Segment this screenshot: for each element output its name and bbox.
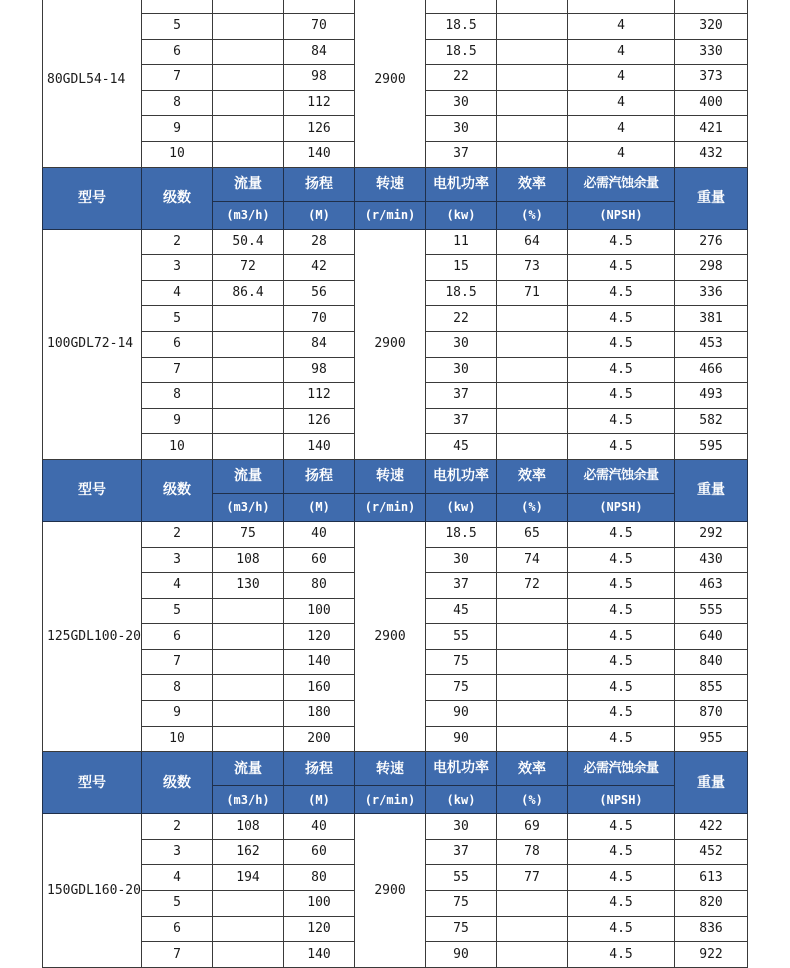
header-power: 电机功率 xyxy=(426,459,497,493)
weight-cell: 400 xyxy=(675,90,748,116)
stages-cell: 3 xyxy=(142,255,213,281)
stages-cell: 9 xyxy=(142,116,213,142)
power-cell: 75 xyxy=(426,675,497,701)
efficiency-cell: 72 xyxy=(497,573,568,599)
weight-cell: 582 xyxy=(675,408,748,434)
flow-cell xyxy=(213,116,284,142)
head-cell: 98 xyxy=(284,357,355,383)
header-flow-unit: (m3/h) xyxy=(213,786,284,814)
stages-cell: 7 xyxy=(142,357,213,383)
npsh-cell: 4.5 xyxy=(568,383,675,409)
stages-cell: 6 xyxy=(142,916,213,942)
flow-cell xyxy=(213,434,284,460)
head-cell: 80 xyxy=(284,573,355,599)
npsh-cell: 4.5 xyxy=(568,839,675,865)
power-cell: 30 xyxy=(426,357,497,383)
header-head-unit: (M) xyxy=(284,786,355,814)
weight-cell: 381 xyxy=(675,306,748,332)
flow-cell xyxy=(213,141,284,167)
efficiency-cell: 65 xyxy=(497,521,568,547)
head-cell: 56 xyxy=(284,280,355,306)
head-cell: 140 xyxy=(284,434,355,460)
flow-cell: 86.4 xyxy=(213,280,284,306)
npsh-cell: 4 xyxy=(568,116,675,142)
power-cell: 55 xyxy=(426,624,497,650)
efficiency-cell: 77 xyxy=(497,865,568,891)
weight-cell: 432 xyxy=(675,141,748,167)
stages-cell: 4 xyxy=(142,280,213,306)
efficiency-cell xyxy=(497,942,568,968)
header-efficiency-unit: (%) xyxy=(497,786,568,814)
weight-cell: 422 xyxy=(675,814,748,840)
efficiency-cell xyxy=(497,116,568,142)
head-cell: 120 xyxy=(284,624,355,650)
head-cell: 126 xyxy=(284,408,355,434)
header-npsh-unit: (NPSH) xyxy=(568,493,675,521)
head-cell: 70 xyxy=(284,306,355,332)
header-head-unit: (M) xyxy=(284,201,355,229)
efficiency-cell xyxy=(497,90,568,116)
power-cell: 30 xyxy=(426,90,497,116)
flow-cell xyxy=(213,942,284,968)
header-speed: 转速 xyxy=(355,752,426,786)
head-cell: 120 xyxy=(284,916,355,942)
npsh-cell: 4 xyxy=(568,14,675,40)
header-row-labels xyxy=(43,459,748,493)
weight-cell: 292 xyxy=(675,521,748,547)
header-npsh: 必需汽蚀余量 xyxy=(568,459,675,493)
flow-cell: 72 xyxy=(213,255,284,281)
weight-cell: 298 xyxy=(675,255,748,281)
header-stages: 级数 xyxy=(142,459,213,521)
header-head: 扬程 xyxy=(284,459,355,493)
weight-cell: 336 xyxy=(675,280,748,306)
head-cell: 70 xyxy=(284,14,355,40)
header-npsh-unit: (NPSH) xyxy=(568,201,675,229)
head-cell: 160 xyxy=(284,675,355,701)
head-cell: 180 xyxy=(284,701,355,727)
flow-cell xyxy=(213,726,284,752)
power-cell: 90 xyxy=(426,942,497,968)
header-npsh-unit: (NPSH) xyxy=(568,786,675,814)
header-power: 电机功率 xyxy=(426,167,497,201)
power-cell: 45 xyxy=(426,434,497,460)
stages-cell: 9 xyxy=(142,408,213,434)
power-cell: 37 xyxy=(426,383,497,409)
power-cell: 22 xyxy=(426,65,497,91)
flow-cell xyxy=(213,65,284,91)
power-cell xyxy=(426,0,497,14)
flow-cell: 108 xyxy=(213,547,284,573)
efficiency-cell xyxy=(497,65,568,91)
header-flow-unit: (m3/h) xyxy=(213,201,284,229)
model-cell: 100GDL72-14 xyxy=(43,229,142,459)
head-cell: 80 xyxy=(284,865,355,891)
npsh-cell: 4 xyxy=(568,141,675,167)
npsh-cell: 4.5 xyxy=(568,229,675,255)
stages-cell: 8 xyxy=(142,383,213,409)
header-stages: 级数 xyxy=(142,752,213,814)
npsh-cell: 4.5 xyxy=(568,306,675,332)
speed-cell: 2900 xyxy=(355,0,426,167)
npsh-cell: 4.5 xyxy=(568,649,675,675)
power-cell: 37 xyxy=(426,573,497,599)
weight-cell: 421 xyxy=(675,116,748,142)
header-npsh: 必需汽蚀余量 xyxy=(568,752,675,786)
head-cell: 140 xyxy=(284,649,355,675)
npsh-cell: 4.5 xyxy=(568,547,675,573)
stages-cell: 2 xyxy=(142,229,213,255)
efficiency-cell: 71 xyxy=(497,280,568,306)
stages-cell: 5 xyxy=(142,891,213,917)
head-cell: 140 xyxy=(284,141,355,167)
stages-cell: 7 xyxy=(142,942,213,968)
head-cell: 40 xyxy=(284,521,355,547)
header-npsh: 必需汽蚀余量 xyxy=(568,167,675,201)
header-head: 扬程 xyxy=(284,167,355,201)
weight-cell: 320 xyxy=(675,14,748,40)
weight-cell: 463 xyxy=(675,573,748,599)
power-cell: 30 xyxy=(426,547,497,573)
efficiency-cell xyxy=(497,141,568,167)
head-cell: 42 xyxy=(284,255,355,281)
flow-cell xyxy=(213,701,284,727)
power-cell: 75 xyxy=(426,891,497,917)
weight-cell: 276 xyxy=(675,229,748,255)
npsh-cell: 4.5 xyxy=(568,891,675,917)
speed-cell: 2900 xyxy=(355,521,426,751)
stages-cell: 7 xyxy=(142,65,213,91)
flow-cell xyxy=(213,598,284,624)
header-power: 电机功率 xyxy=(426,752,497,786)
flow-cell xyxy=(213,0,284,14)
efficiency-cell xyxy=(497,726,568,752)
flow-cell xyxy=(213,39,284,65)
stages-cell: 4 xyxy=(142,865,213,891)
npsh-cell: 4.5 xyxy=(568,865,675,891)
header-speed-unit: (r/min) xyxy=(355,201,426,229)
power-cell: 30 xyxy=(426,814,497,840)
head-cell: 40 xyxy=(284,814,355,840)
power-cell: 22 xyxy=(426,306,497,332)
flow-cell xyxy=(213,383,284,409)
power-cell: 11 xyxy=(426,229,497,255)
npsh-cell: 4.5 xyxy=(568,357,675,383)
efficiency-cell xyxy=(497,916,568,942)
speed-cell: 2900 xyxy=(355,814,426,968)
efficiency-cell xyxy=(497,408,568,434)
header-speed: 转速 xyxy=(355,167,426,201)
power-cell: 18.5 xyxy=(426,39,497,65)
head-cell: 84 xyxy=(284,39,355,65)
header-speed: 转速 xyxy=(355,459,426,493)
table-row xyxy=(43,0,748,14)
power-cell: 75 xyxy=(426,916,497,942)
weight-cell: 452 xyxy=(675,839,748,865)
header-power-unit: (kw) xyxy=(426,201,497,229)
flow-cell: 162 xyxy=(213,839,284,865)
weight-cell: 840 xyxy=(675,649,748,675)
table-row xyxy=(43,521,748,547)
efficiency-cell xyxy=(497,357,568,383)
head-cell xyxy=(284,0,355,14)
speed-cell: 2900 xyxy=(355,229,426,459)
flow-cell: 108 xyxy=(213,814,284,840)
npsh-cell: 4.5 xyxy=(568,280,675,306)
header-model: 型号 xyxy=(43,167,142,229)
flow-cell: 50.4 xyxy=(213,229,284,255)
power-cell: 90 xyxy=(426,701,497,727)
efficiency-cell: 69 xyxy=(497,814,568,840)
header-head: 扬程 xyxy=(284,752,355,786)
header-power-unit: (kw) xyxy=(426,786,497,814)
header-efficiency: 效率 xyxy=(497,752,568,786)
stages-cell: 6 xyxy=(142,39,213,65)
header-flow-unit: (m3/h) xyxy=(213,493,284,521)
npsh-cell: 4.5 xyxy=(568,726,675,752)
header-flow: 流量 xyxy=(213,752,284,786)
npsh-cell: 4.5 xyxy=(568,916,675,942)
flow-cell xyxy=(213,357,284,383)
stages-cell: 8 xyxy=(142,90,213,116)
header-flow: 流量 xyxy=(213,459,284,493)
weight-cell: 836 xyxy=(675,916,748,942)
efficiency-cell xyxy=(497,14,568,40)
head-cell: 112 xyxy=(284,90,355,116)
power-cell: 37 xyxy=(426,408,497,434)
npsh-cell: 4.5 xyxy=(568,598,675,624)
power-cell: 15 xyxy=(426,255,497,281)
efficiency-cell xyxy=(497,598,568,624)
stages-cell: 5 xyxy=(142,598,213,624)
weight-cell: 870 xyxy=(675,701,748,727)
stages-cell: 4 xyxy=(142,573,213,599)
weight-cell: 820 xyxy=(675,891,748,917)
head-cell: 60 xyxy=(284,839,355,865)
header-row-labels xyxy=(43,167,748,201)
weight-cell: 493 xyxy=(675,383,748,409)
header-efficiency-unit: (%) xyxy=(497,201,568,229)
power-cell: 90 xyxy=(426,726,497,752)
npsh-cell: 4.5 xyxy=(568,408,675,434)
weight-cell: 595 xyxy=(675,434,748,460)
flow-cell xyxy=(213,891,284,917)
header-weight: 重量 xyxy=(675,752,748,814)
power-cell: 18.5 xyxy=(426,521,497,547)
stages-cell: 10 xyxy=(142,141,213,167)
power-cell: 75 xyxy=(426,649,497,675)
stages-cell: 9 xyxy=(142,701,213,727)
efficiency-cell xyxy=(497,649,568,675)
npsh-cell xyxy=(568,0,675,14)
power-cell: 45 xyxy=(426,598,497,624)
power-cell: 37 xyxy=(426,839,497,865)
npsh-cell: 4.5 xyxy=(568,573,675,599)
pump-spec-table xyxy=(42,0,748,968)
npsh-cell: 4 xyxy=(568,65,675,91)
npsh-cell: 4.5 xyxy=(568,624,675,650)
npsh-cell: 4 xyxy=(568,90,675,116)
header-row-labels xyxy=(43,752,748,786)
header-speed-unit: (r/min) xyxy=(355,493,426,521)
npsh-cell: 4.5 xyxy=(568,701,675,727)
model-cell: 150GDL160-20 xyxy=(43,814,142,968)
efficiency-cell xyxy=(497,675,568,701)
table-row xyxy=(43,229,748,255)
stages-cell: 8 xyxy=(142,675,213,701)
header-head-unit: (M) xyxy=(284,493,355,521)
head-cell: 112 xyxy=(284,383,355,409)
header-efficiency-unit: (%) xyxy=(497,493,568,521)
weight-cell: 453 xyxy=(675,331,748,357)
header-speed-unit: (r/min) xyxy=(355,786,426,814)
efficiency-cell: 64 xyxy=(497,229,568,255)
efficiency-cell: 78 xyxy=(497,839,568,865)
npsh-cell: 4.5 xyxy=(568,434,675,460)
weight-cell: 922 xyxy=(675,942,748,968)
npsh-cell: 4 xyxy=(568,39,675,65)
flow-cell xyxy=(213,916,284,942)
header-efficiency: 效率 xyxy=(497,167,568,201)
stages-cell: 10 xyxy=(142,726,213,752)
npsh-cell: 4.5 xyxy=(568,521,675,547)
efficiency-cell xyxy=(497,891,568,917)
efficiency-cell xyxy=(497,39,568,65)
flow-cell: 130 xyxy=(213,573,284,599)
header-weight: 重量 xyxy=(675,459,748,521)
flow-cell xyxy=(213,331,284,357)
head-cell: 100 xyxy=(284,598,355,624)
efficiency-cell xyxy=(497,306,568,332)
head-cell: 28 xyxy=(284,229,355,255)
head-cell: 126 xyxy=(284,116,355,142)
head-cell: 200 xyxy=(284,726,355,752)
stages-cell: 3 xyxy=(142,547,213,573)
stages-cell: 2 xyxy=(142,814,213,840)
efficiency-cell xyxy=(497,624,568,650)
weight-cell: 373 xyxy=(675,65,748,91)
npsh-cell: 4.5 xyxy=(568,331,675,357)
power-cell: 55 xyxy=(426,865,497,891)
power-cell: 30 xyxy=(426,116,497,142)
efficiency-cell xyxy=(497,434,568,460)
flow-cell xyxy=(213,675,284,701)
efficiency-cell: 73 xyxy=(497,255,568,281)
stages-cell: 3 xyxy=(142,839,213,865)
stages-cell: 7 xyxy=(142,649,213,675)
npsh-cell: 4.5 xyxy=(568,675,675,701)
header-model: 型号 xyxy=(43,752,142,814)
flow-cell xyxy=(213,90,284,116)
flow-cell xyxy=(213,408,284,434)
weight-cell: 555 xyxy=(675,598,748,624)
weight-cell: 466 xyxy=(675,357,748,383)
stages-cell: 10 xyxy=(142,434,213,460)
npsh-cell: 4.5 xyxy=(568,942,675,968)
efficiency-cell: 74 xyxy=(497,547,568,573)
header-efficiency: 效率 xyxy=(497,459,568,493)
weight-cell: 955 xyxy=(675,726,748,752)
efficiency-cell xyxy=(497,331,568,357)
header-flow: 流量 xyxy=(213,167,284,201)
power-cell: 37 xyxy=(426,141,497,167)
weight-cell: 640 xyxy=(675,624,748,650)
head-cell: 84 xyxy=(284,331,355,357)
flow-cell xyxy=(213,649,284,675)
header-power-unit: (kw) xyxy=(426,493,497,521)
stages-cell: 6 xyxy=(142,331,213,357)
flow-cell xyxy=(213,306,284,332)
table-row xyxy=(43,814,748,840)
weight-cell: 855 xyxy=(675,675,748,701)
efficiency-cell xyxy=(497,701,568,727)
stages-cell: 2 xyxy=(142,521,213,547)
flow-cell xyxy=(213,14,284,40)
head-cell: 100 xyxy=(284,891,355,917)
stages-cell: 6 xyxy=(142,624,213,650)
flow-cell: 194 xyxy=(213,865,284,891)
power-cell: 18.5 xyxy=(426,14,497,40)
table-body xyxy=(43,0,748,967)
power-cell: 18.5 xyxy=(426,280,497,306)
stages-cell: 5 xyxy=(142,14,213,40)
head-cell: 98 xyxy=(284,65,355,91)
efficiency-cell xyxy=(497,0,568,14)
power-cell: 30 xyxy=(426,331,497,357)
weight-cell xyxy=(675,0,748,14)
flow-cell xyxy=(213,624,284,650)
model-cell: 80GDL54-14 xyxy=(43,0,142,167)
model-cell: 125GDL100-20 xyxy=(43,521,142,751)
head-cell: 60 xyxy=(284,547,355,573)
weight-cell: 613 xyxy=(675,865,748,891)
stages-cell xyxy=(142,0,213,14)
head-cell: 140 xyxy=(284,942,355,968)
header-model: 型号 xyxy=(43,459,142,521)
npsh-cell: 4.5 xyxy=(568,255,675,281)
efficiency-cell xyxy=(497,383,568,409)
npsh-cell: 4.5 xyxy=(568,814,675,840)
header-weight: 重量 xyxy=(675,167,748,229)
flow-cell: 75 xyxy=(213,521,284,547)
stages-cell: 5 xyxy=(142,306,213,332)
weight-cell: 430 xyxy=(675,547,748,573)
weight-cell: 330 xyxy=(675,39,748,65)
header-stages: 级数 xyxy=(142,167,213,229)
